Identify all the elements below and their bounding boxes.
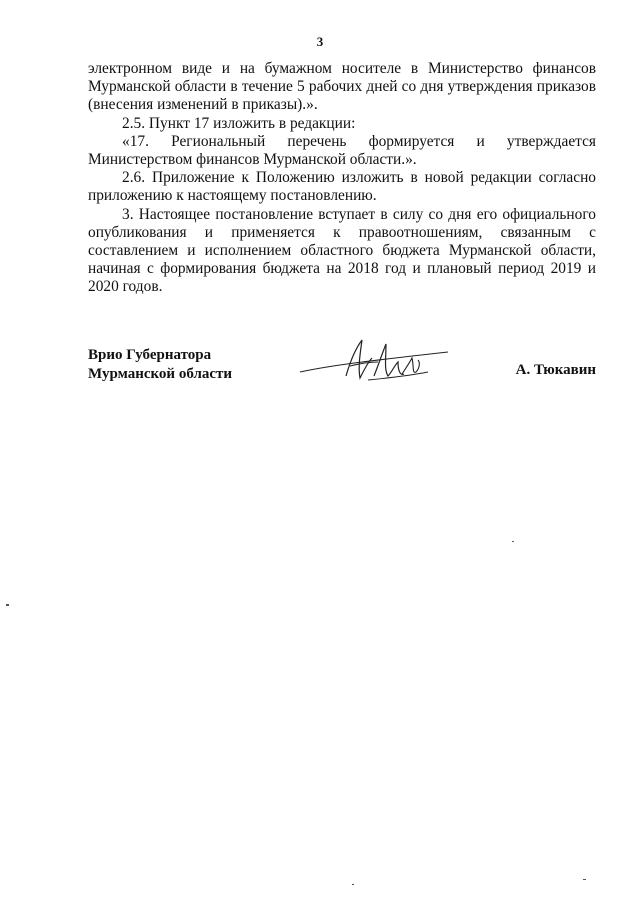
- text-line: приложению к настоящему постановлению.: [88, 187, 377, 205]
- paragraph-2-5: [88, 115, 596, 133]
- signatory-title: [88, 346, 232, 384]
- text-line: «17. Региональный перечень формируется и утверждается: [122, 132, 596, 150]
- text-line: опубликования и применяется к правоотношениям, связанным с: [88, 223, 596, 241]
- text-line: 3. Настоящее постановление вступает в силу со дня его официального: [122, 205, 596, 223]
- signatory-title-line: Мурманской области: [88, 366, 233, 382]
- document-body: [88, 60, 596, 297]
- page-number: 3: [316, 34, 324, 49]
- text-line: Министерством финансов Мурманской области.».: [88, 151, 417, 169]
- signatory-name: А. Тюкавин: [515, 362, 596, 378]
- scan-speck: [6, 604, 9, 606]
- handwritten-signature: [298, 332, 458, 396]
- scan-speck: [512, 541, 514, 542]
- paragraph-3: [88, 206, 596, 297]
- paragraph-continuation: [88, 60, 596, 115]
- signatory-title-line: Врио Губернатора: [88, 347, 212, 363]
- text-line: 2020 годов.: [88, 278, 163, 296]
- text-line: 2.6. Приложение к Положению изложить в новой редакции согласно: [122, 169, 596, 187]
- text-line: 2.5. Пункт 17 изложить в редакции:: [122, 114, 356, 132]
- text-line: (внесения изменений в приказы).».: [88, 96, 318, 114]
- paragraph-2-6: [88, 169, 596, 205]
- scan-speck: [352, 884, 354, 885]
- text-line: Мурманской области в течение 5 рабочих дней со дня утверждения приказов: [88, 78, 596, 96]
- scan-speck: [583, 879, 586, 880]
- text-line: составлением и исполнением областного бюджета Мурманской области,: [88, 242, 596, 260]
- text-line: электронном виде и на бумажном носителе в Министерство финансов: [88, 60, 596, 77]
- signature-block: [88, 346, 596, 396]
- paragraph-item-17: [88, 133, 596, 169]
- text-line: начиная с формирования бюджета на 2018 год и плановый период 2019 и: [88, 260, 596, 278]
